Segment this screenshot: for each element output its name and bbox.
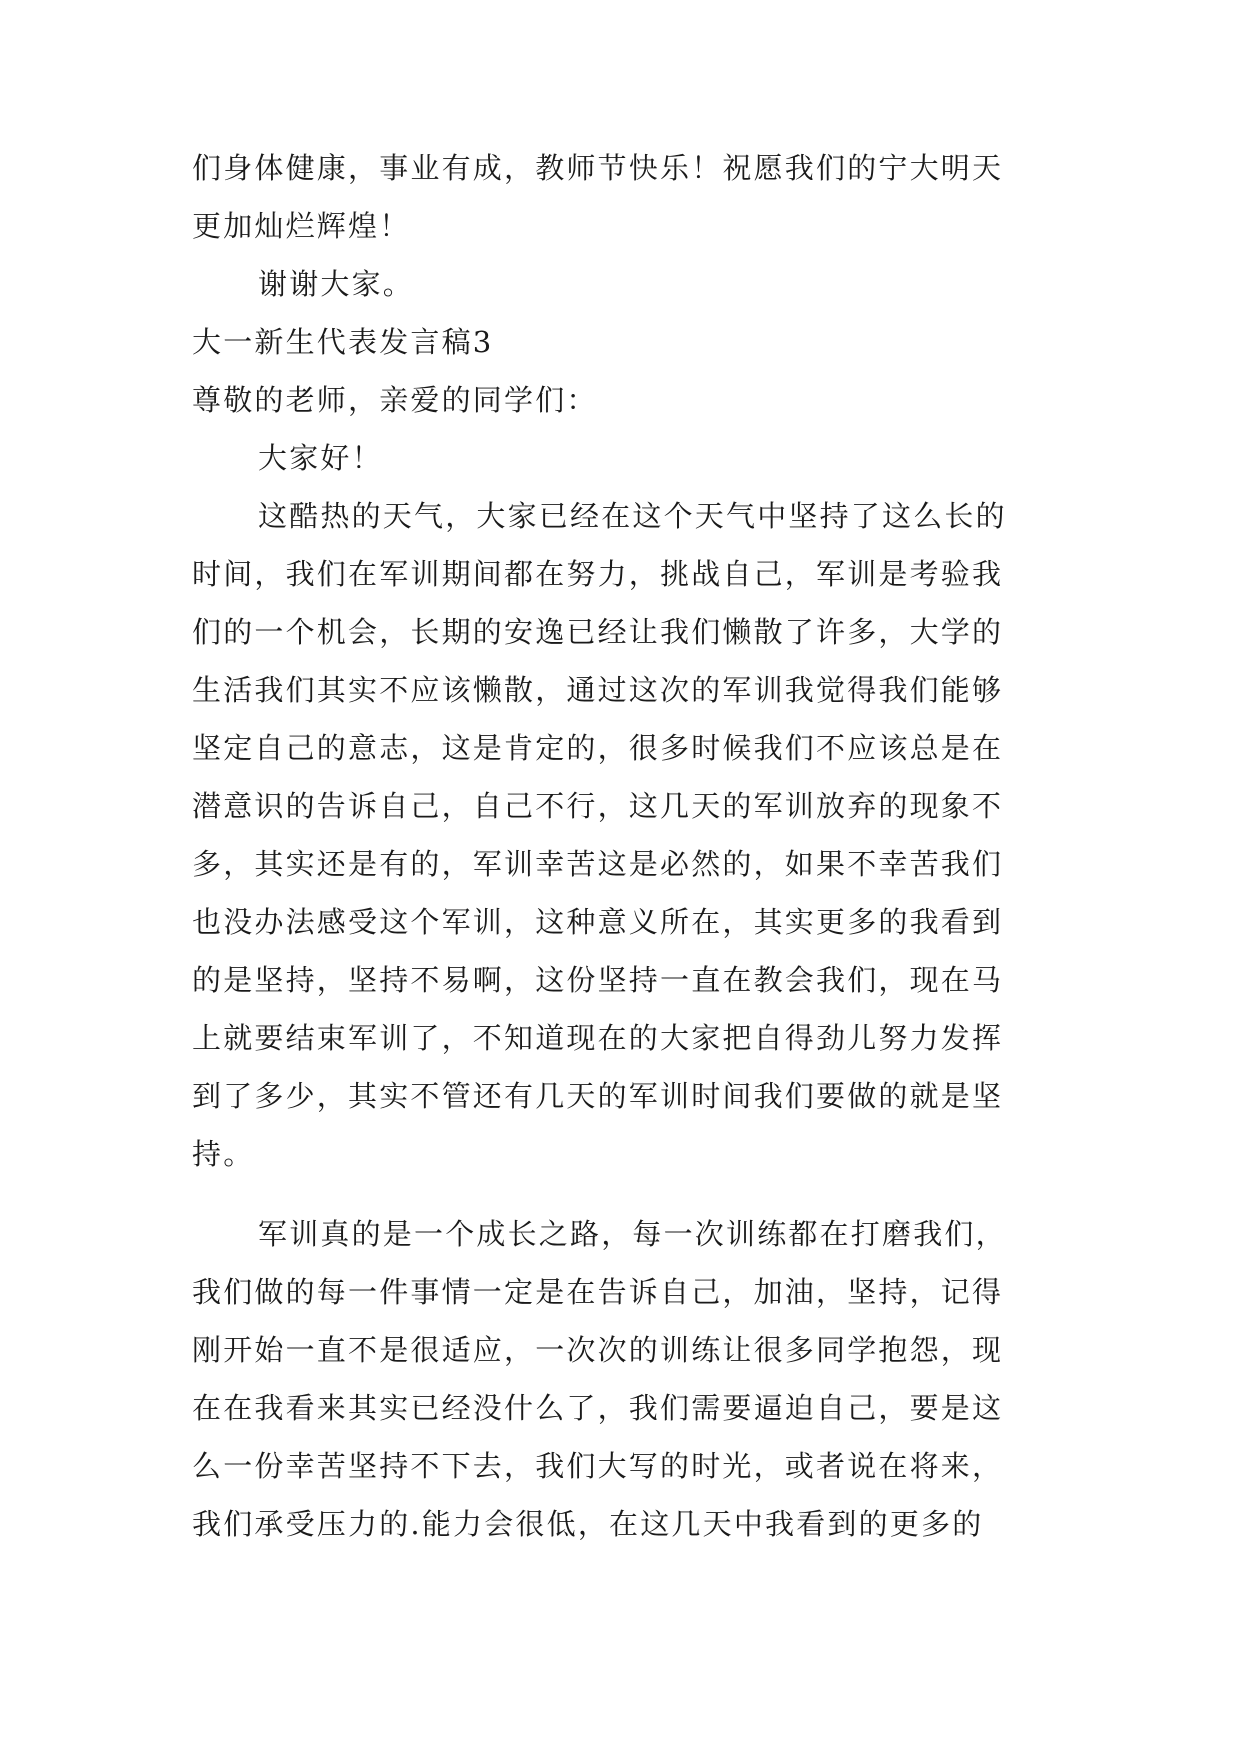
paragraph-line: 更加灿烂辉煌！ — [192, 209, 411, 243]
paragraph-line: 们的一个机会，长期的安逸已经让我们懒散了许多，大学的 — [192, 615, 1004, 649]
paragraph-line: 的是坚持，坚持不易啊，这份坚持一直在教会我们，现在马 — [192, 963, 1004, 997]
paragraph-line: 也没办法感受这个军训，这种意义所在，其实更多的我看到 — [192, 905, 1004, 939]
paragraph-line: 上就要结束军训了，不知道现在的大家把自得劲儿努力发挥 — [192, 1021, 1004, 1055]
paragraph-line: 我们做的每一件事情一定是在告诉自己，加油，坚持，记得 — [192, 1275, 1004, 1309]
paragraph-line: 到了多少，其实不管还有几天的军训时间我们要做的就是坚 — [192, 1079, 1004, 1113]
paragraph-line: 坚定自己的意志，这是肯定的，很多时候我们不应该总是在 — [192, 731, 1004, 765]
salutation: 尊敬的老师，亲爱的同学们： — [192, 383, 598, 417]
paragraph-line: 么一份幸苦坚持不下去，我们大写的时光，或者说在将来， — [192, 1449, 1004, 1483]
paragraph-line: 多，其实还是有的，军训幸苦这是必然的，如果不幸苦我们 — [192, 847, 1004, 881]
paragraph-line: 刚开始一直不是很适应，一次次的训练让很多同学抱怨，现 — [192, 1333, 1004, 1367]
paragraph-line: 这酷热的天气，大家已经在这个天气中坚持了这么长的 — [258, 499, 1007, 533]
paragraph-line: 生活我们其实不应该懒散，通过这次的军训我觉得我们能够 — [192, 673, 1004, 707]
section-heading: 大一新生代表发言稿3 — [192, 325, 494, 359]
paragraph-line: 持。 — [192, 1137, 255, 1171]
paragraph-line: 我们承受压力的.能力会很低，在这几天中我看到的更多的 — [192, 1507, 984, 1541]
greeting: 大家好！ — [258, 441, 383, 475]
paragraph-line: 时间，我们在军训期间都在努力，挑战自己，军训是考验我 — [192, 557, 1004, 591]
paragraph-line: 潜意识的告诉自己，自己不行，这几天的军训放弃的现象不 — [192, 789, 1004, 823]
paragraph-line: 在在我看来其实已经没什么了，我们需要逼迫自己，要是这 — [192, 1391, 1004, 1425]
paragraph-line: 谢谢大家。 — [258, 267, 415, 301]
paragraph-line: 军训真的是一个成长之路，每一次训练都在打磨我们， — [258, 1217, 1007, 1251]
paragraph-line: 们身体健康，事业有成，教师节快乐！祝愿我们的宁大明天 — [192, 151, 1004, 185]
